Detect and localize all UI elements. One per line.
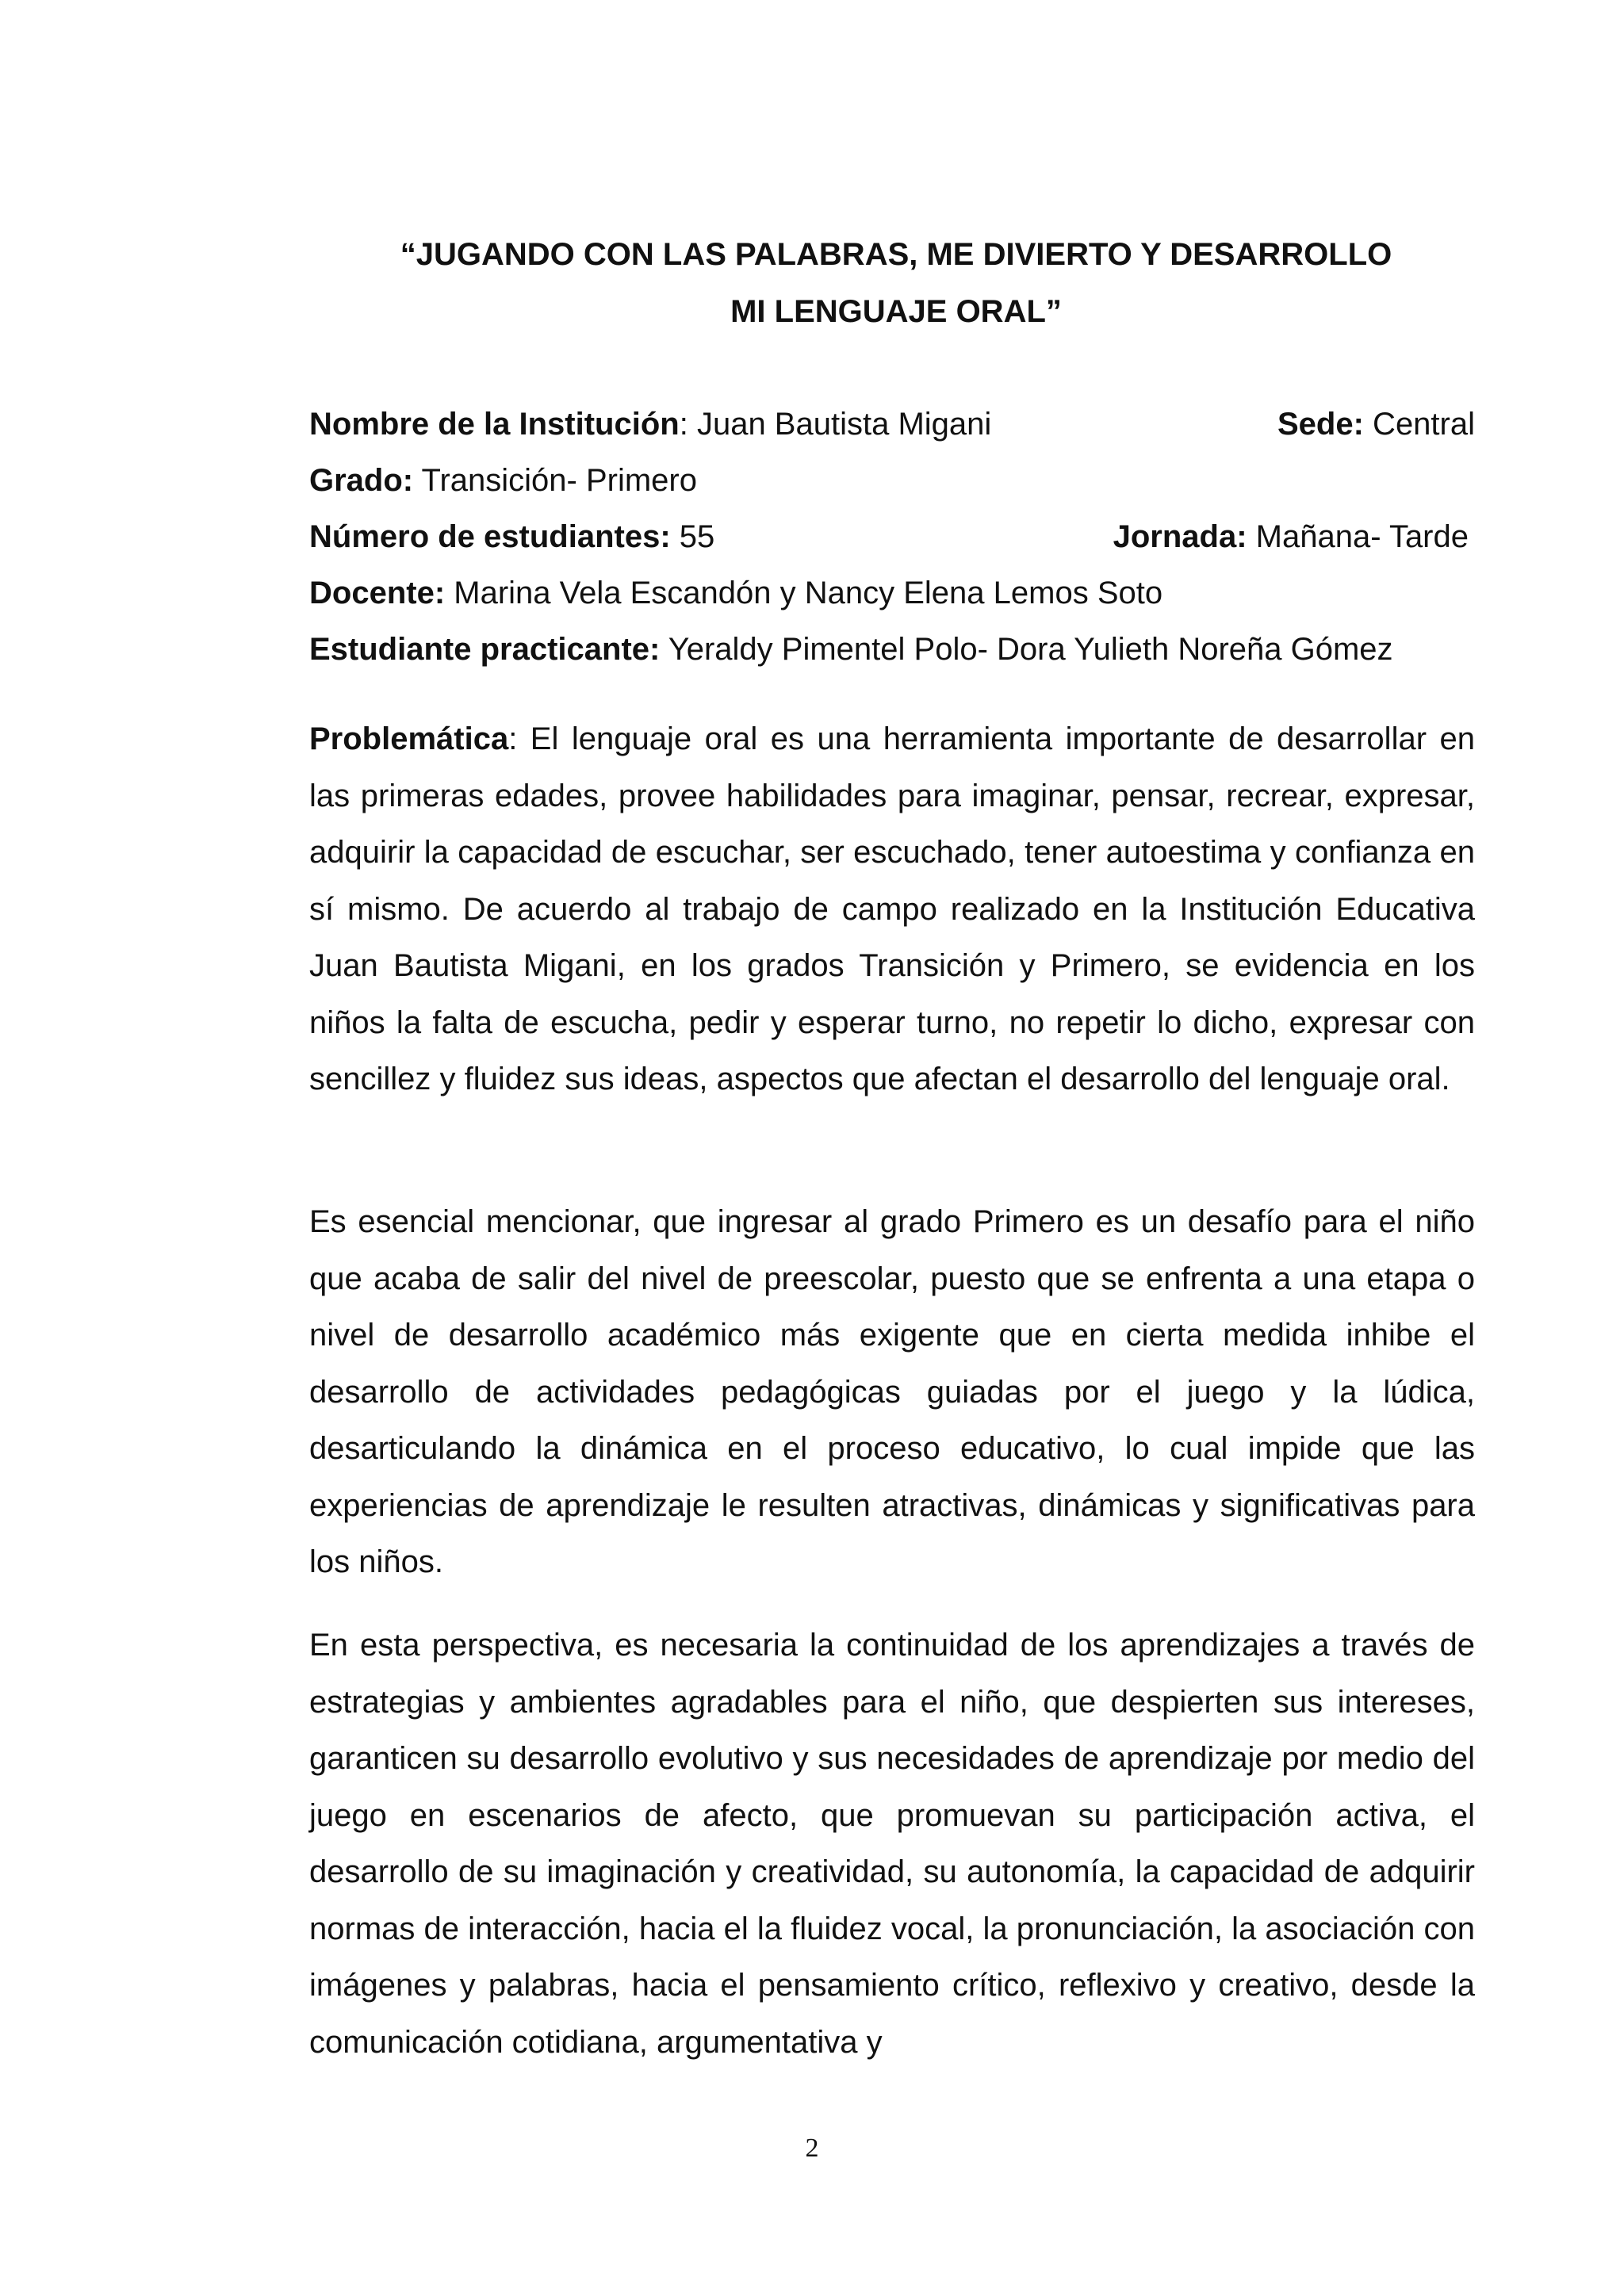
problematica-paragraph: [309, 711, 1475, 1108]
problematica-label: Problemática: [309, 721, 509, 756]
problematica-text: : El lenguaje oral es una herramienta importante de desarrollar en las primeras edades, provee habilidades para imaginar, pensar, recrear, expresar, adquirir la capacidad de escuchar, ser escuchado, tener autoestima y confianza en sí mismo. De acuerdo al trabajo de campo realizado en la Institución Educativa Juan Bautista Migani, en los grados Transición y Primero, se evidencia en los niños la falta de escucha, pedir y esperar turno, no repetir lo dicho, expresar con sencillez y fluidez sus ideas, aspectos que afectan el desarrollo del lenguaje oral.: [309, 721, 1475, 1096]
grado-label: Grado:: [309, 463, 414, 498]
students-value: 55: [670, 519, 715, 554]
practicante-label: Estudiante practicante:: [309, 632, 661, 667]
docente-value: Marina Vela Escandón y Nancy Elena Lemos Soto: [445, 576, 1163, 610]
title-line-2: MI LENGUAJE ORAL”: [730, 294, 1062, 329]
jornada-value: Mañana- Tarde: [1247, 519, 1469, 554]
sede-field: [1277, 404, 1475, 444]
document-title: [309, 226, 1483, 340]
practicante-row: [309, 629, 1475, 669]
sede-value: Central: [1363, 407, 1475, 442]
institution-separator: :: [679, 407, 697, 442]
students-row: [309, 517, 1475, 557]
institution-value: Juan Bautista Migani: [696, 407, 992, 442]
page-number: 2: [805, 2133, 819, 2163]
jornada-field: [1113, 517, 1469, 557]
sede-label: Sede:: [1277, 407, 1364, 442]
institution-row: [309, 404, 1475, 444]
docente-label: Docente:: [309, 576, 446, 610]
title-line-1: “JUGANDO CON LAS PALABRAS, ME DIVIERTO Y DESARROLLO: [400, 237, 1392, 272]
jornada-label: Jornada:: [1113, 519, 1247, 554]
body-paragraph-3: En esta perspectiva, es necesaria la continuidad de los aprendizajes a través de estrategias y ambientes agradables para el niño, que despierten sus intereses, garanticen su desarrollo evolutivo y sus necesidades de aprendizaje por medio del juego en escenarios de afecto, que promuevan su participación activa, el desarrollo de su imaginación y creatividad, su autonomía, la capacidad de adquirir normas de interacción, hacia el la fluidez vocal, la pronunciación, la asociación con imágenes y palabras, hacia el pensamiento crítico, reflexivo y creativo, desde la comunicación cotidiana, argumentativa y: [309, 1628, 1475, 2060]
institution-label: Nombre de la Institución: [309, 407, 680, 442]
grado-row: [309, 461, 1475, 500]
grado-value: Transición- Primero: [413, 463, 697, 498]
practicante-value: Yeraldy Pimentel Polo- Dora Yulieth Noreña Gómez: [660, 632, 1393, 667]
body-paragraph-2: Es esencial mencionar, que ingresar al grado Primero es un desafío para el niño que acaba de salir del nivel de preescolar, puesto que se enfrenta a una etapa o nivel de desarrollo académico más exigente que en cierta medida inhibe el desarrollo de actividades pedagógicas guiadas por el juego y la lúdica, desarticulando la dinámica en el proceso educativo, lo cual impide que las experiencias de aprendizaje le resulten atractivas, dinámicas y significativas para los niños.: [309, 1204, 1475, 1579]
docente-row: [309, 573, 1475, 613]
students-label: Número de estudiantes:: [309, 519, 671, 554]
